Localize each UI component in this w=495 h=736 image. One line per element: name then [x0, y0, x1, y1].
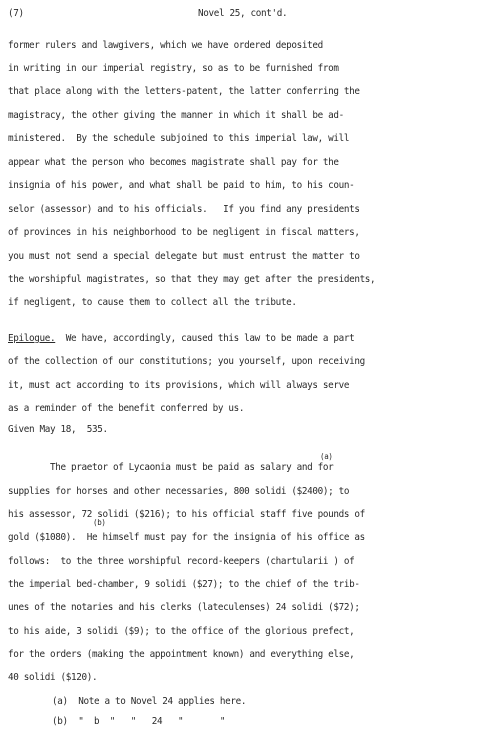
- text-line: the worshipful magistrates, so that they may get after the presidents,: [8, 274, 376, 285]
- text-line: the imperial bed-chamber, 9 solidi ($27); to the chief of the trib-: [8, 579, 360, 590]
- text-line: of provinces in his neighborhood to be negligent in fiscal matters,: [8, 227, 360, 238]
- text-line: insignia of his power, and what shall be paid to him, to his coun-: [8, 180, 355, 191]
- page-number: (7): [8, 8, 24, 19]
- footnote-a: [52, 696, 246, 708]
- footnote-mark-b: (b): [93, 518, 106, 527]
- epilogue-first-line: [8, 333, 354, 345]
- footnote-b-text: " b " " 24 " ": [78, 716, 226, 727]
- footnote-a-marker: (a): [52, 696, 68, 707]
- text-line: of the collection of our constitutions; you yourself, upon receiving: [8, 356, 365, 367]
- text-line: it, must act according to its provisions, which will always serve: [8, 380, 350, 391]
- text-line: appear what the person who becomes magistrate shall pay for the: [8, 157, 339, 168]
- text-line: supplies for horses and other necessaries, 800 solidi ($2400); to: [8, 486, 350, 497]
- text-line: that place along with the letters-patent, the latter conferring the: [8, 86, 360, 97]
- page-title: Novel 25, cont'd.: [198, 8, 288, 19]
- text-line: as a reminder of the benefit conferred by us.: [8, 403, 245, 414]
- text-line: 40 solidi ($120).: [8, 672, 98, 683]
- text-line: unes of the notaries and his clerks (lateculenses) 24 solidi ($72);: [8, 602, 360, 613]
- text-line: for the orders (making the appointment known) and everything else,: [8, 649, 355, 660]
- text-line: selor (assessor) and to his officials. If you find any presidents: [8, 204, 360, 215]
- text-line: his assessor, 72 solidi ($216); to his official staff five pounds of: [8, 509, 365, 520]
- given-date: Given May 18, 535.: [8, 424, 108, 435]
- epilogue-heading: Epilogue.: [8, 333, 56, 344]
- text-line: gold ($1080). He himself must pay for the insignia of his office as: [8, 532, 365, 543]
- epilogue-first-line-text: We have, accordingly, caused this law to be made a part: [55, 333, 355, 344]
- footnote-b: [52, 716, 225, 728]
- text-line: follows: to the three worshipful record-keepers (chartularii ) of: [8, 556, 355, 567]
- footnote-mark-a: (a): [320, 452, 333, 461]
- text-line: magistracy, the other giving the manner in which it shall be ad-: [8, 110, 344, 121]
- footnote-b-marker: (b): [52, 716, 68, 727]
- text-line: you must not send a special delegate but must entrust the matter to: [8, 251, 360, 262]
- text-line: The praetor of Lycaonia must be paid as salary and for: [8, 462, 334, 473]
- text-line: former rulers and lawgivers, which we have ordered deposited: [8, 40, 323, 51]
- text-line: ministered. By the schedule subjoined to this imperial law, will: [8, 133, 350, 144]
- footnote-a-text: Note a to Novel 24 applies here.: [78, 696, 247, 707]
- text-line: in writing in our imperial registry, so as to be furnished from: [8, 63, 339, 74]
- text-line: to his aide, 3 solidi ($9); to the office of the glorious prefect,: [8, 626, 355, 637]
- text-line: if negligent, to cause them to collect all the tribute.: [8, 297, 297, 308]
